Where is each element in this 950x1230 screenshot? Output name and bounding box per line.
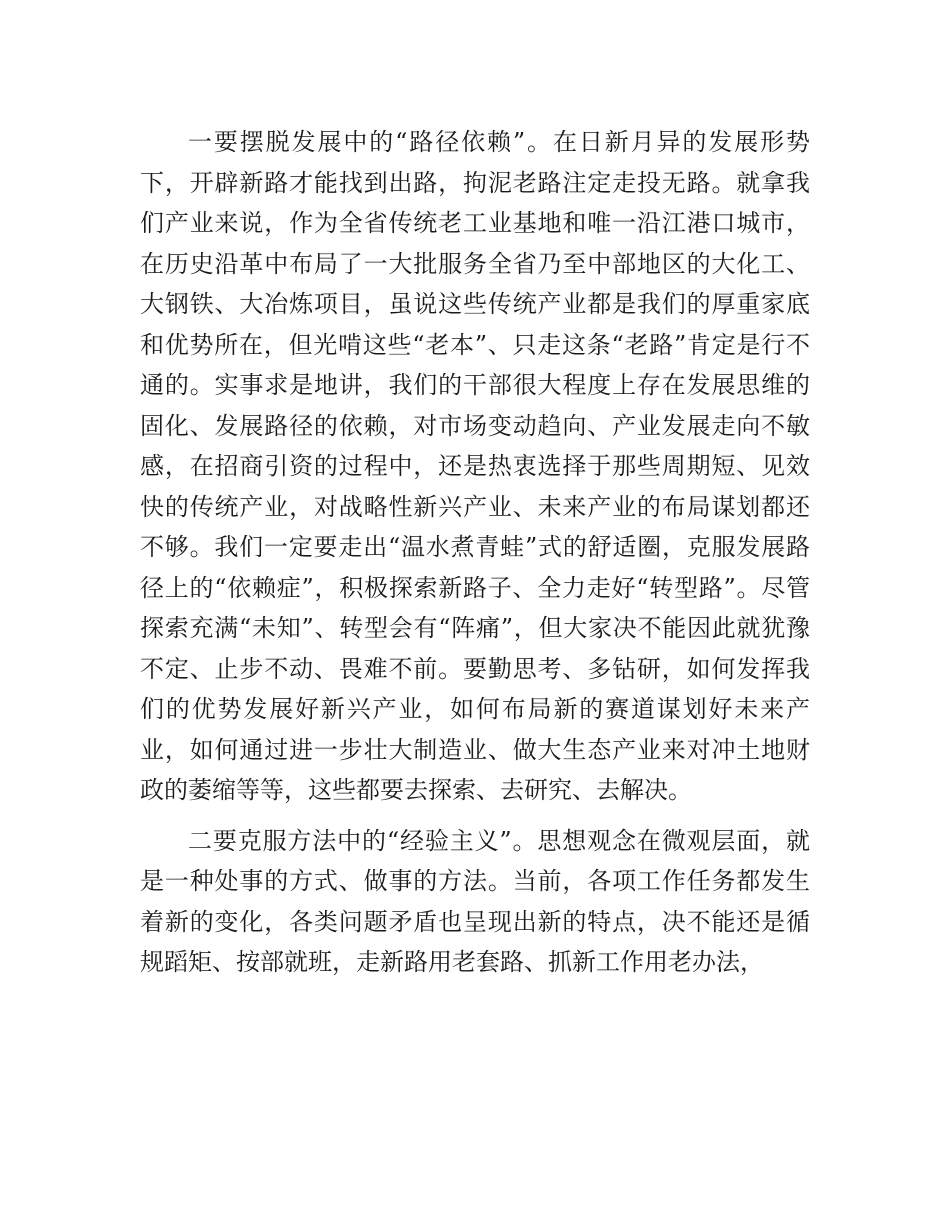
document-body [140,122,810,983]
paragraph-2: 二要克服方法中的“经验主义”。思想观念在微观层面，就是一种处事的方式、做事的方法。当前，各项工作任务都发生着新的变化，各类问题矛盾也呈现出新的特点，决不能还是循规蹈矩、按部就班，走新路用老套路、抓新工作用老办法， [140,826,810,976]
paragraph-1: 一要摆脱发展中的“路径依赖”。在日新月异的发展形势下，开辟新路才能找到出路，拘泥老路注定走投无路。就拿我们产业来说，作为全省传统老工业基地和唯一沿江港口城市，在历史沿革中布局了一大批服务全省乃至中部地区的大化工、大钢铁、大冶炼项目，虽说这些传统产业都是我们的厚重家底和优势所在，但光啃这些“老本”、只走这条“老路”肯定是行不通的。实事求是地讲，我们的干部很大程度上存在发展思维的固化、发展路径的依赖，对市场变动趋向、产业发展走向不敏感，在招商引资的过程中，还是热衷选择于那些周期短、见效快的传统产业，对战略性新兴产业、未来产业的布局谋划都还不够。我们一定要走出“温水煮青蛙”式的舒适圈，克服发展路径上的“依赖症”，积极探索新路子、全力走好“转型路”。尽管探索充满“未知”、转型会有“阵痛”，但大家决不能因此就犹豫不定、止步不动、畏难不前。要勤思考、多钻研，如何发挥我们的优势发展好新兴产业，如何布局新的赛道谋划好未来产业，如何通过进一步壮大制造业、做大生态产业来对冲土地财政的萎缩等等，这些都要去探索、去研究、去解决。 [140,128,810,804]
